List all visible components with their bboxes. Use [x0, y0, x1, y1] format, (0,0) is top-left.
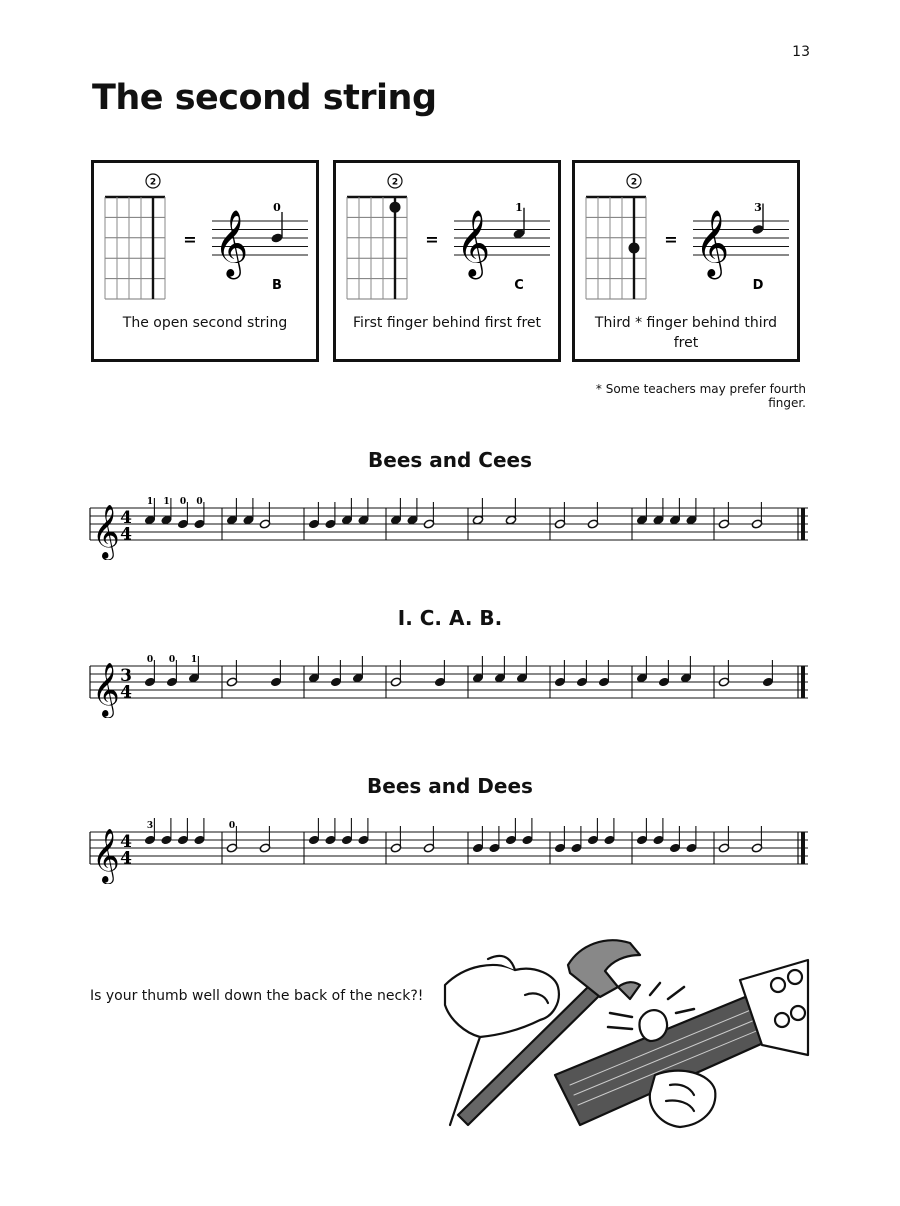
treble-clef-icon: 𝄞	[92, 828, 120, 884]
treble-clef-icon: 𝄞	[456, 208, 491, 277]
page-title: The second string	[92, 78, 437, 118]
note-name-label: D	[752, 278, 764, 293]
note-panel-b	[91, 160, 319, 362]
string-number: 2	[149, 177, 157, 188]
time-signature-top: 3	[120, 666, 132, 687]
fingering-number: 0	[146, 655, 154, 665]
footnote: * Some teachers may prefer fourth finger.	[595, 382, 806, 410]
equals-sign: =	[425, 230, 439, 249]
fingering-number: 1	[163, 497, 170, 507]
finger-position-dot	[629, 243, 640, 254]
fingering-number: 0	[228, 821, 236, 831]
finger-position-dot	[390, 202, 401, 213]
time-signature-bottom: 4	[120, 524, 132, 545]
music-staff-bees-and-cees	[88, 490, 810, 560]
treble-clef-icon: 𝄞	[214, 208, 249, 277]
music-staff-icab	[88, 648, 810, 718]
piece-title-bees-and-dees: Bees and Dees	[367, 774, 533, 798]
fingering-number: 3	[146, 821, 154, 831]
note-panel-c	[333, 160, 561, 362]
fingering-number: 0	[179, 497, 187, 507]
string-number-badge	[627, 174, 641, 188]
piece-title-bees-and-cees: Bees and Cees	[368, 448, 532, 472]
time-signature-bottom: 4	[120, 848, 132, 869]
string-number: 2	[630, 177, 638, 188]
fingering-number: 0	[168, 655, 176, 665]
panel-caption: Third * finger behind third fret	[594, 315, 778, 351]
panel-caption: The open second string	[122, 315, 288, 331]
fingering-number: 1	[190, 655, 198, 665]
string-number: 2	[391, 177, 399, 188]
music-staff-bees-and-dees	[88, 814, 810, 884]
page-number: 13	[792, 44, 810, 60]
note-name-label: B	[272, 278, 282, 293]
treble-clef-icon: 𝄞	[92, 504, 120, 560]
treble-clef-icon: 𝄞	[92, 662, 120, 718]
piece-title-icab: I. C. A. B.	[397, 606, 503, 630]
fingering-number: 1	[515, 201, 523, 214]
thumb-prompt: Is your thumb well down the back of the neck?!	[90, 988, 424, 1004]
treble-clef-icon: 𝄞	[695, 208, 730, 277]
note-panel-d	[572, 160, 800, 362]
hammer-guitar-illustration	[440, 925, 810, 1130]
note-name-label: C	[514, 278, 524, 293]
fingering-number: 3	[754, 201, 762, 214]
time-signature-top: 4	[120, 508, 132, 529]
fingering-number: 1	[146, 497, 154, 507]
equals-sign: =	[183, 230, 197, 249]
fingering-number: 0	[196, 497, 203, 507]
time-signature-top: 4	[120, 832, 132, 853]
equals-sign: =	[664, 230, 678, 249]
string-number-badge	[388, 174, 402, 188]
time-signature-bottom: 4	[120, 682, 132, 703]
string-number-badge	[146, 174, 160, 188]
fingering-number: 0	[273, 201, 281, 214]
panel-caption: First finger behind first fret	[352, 315, 542, 331]
